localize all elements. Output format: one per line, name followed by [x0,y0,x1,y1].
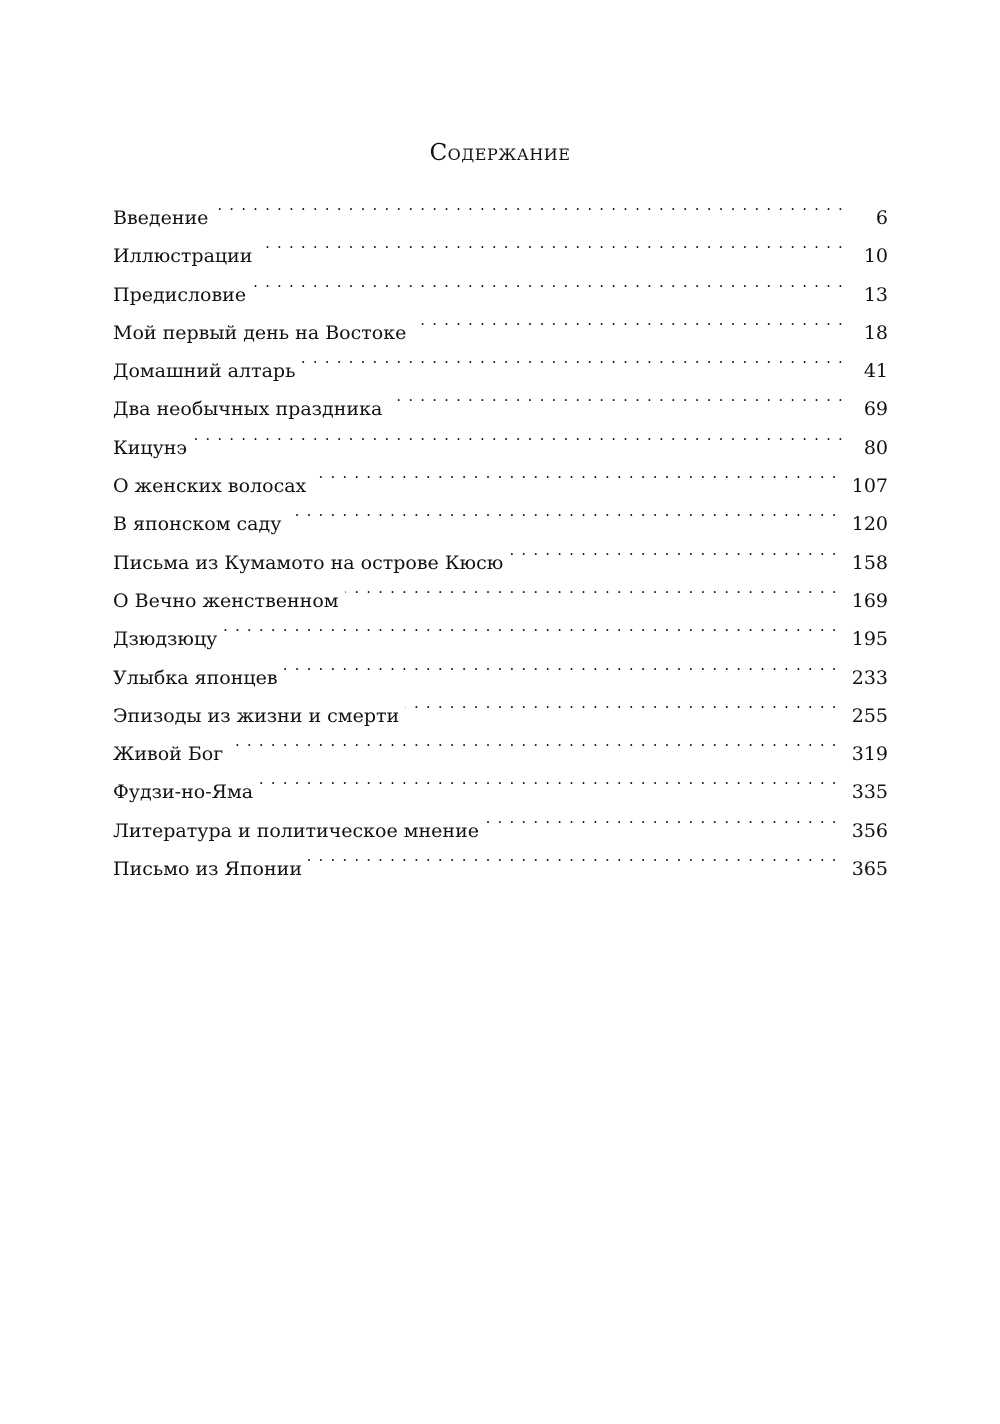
dot-leader [252,263,844,301]
toc-entry-page: 69 [863,398,888,421]
toc-title: Содержание [429,140,571,166]
toc-entry-title: Живой Бог [113,743,224,766]
dot-leader [312,454,837,492]
dot-leader [258,224,844,262]
toc-entry-title: Письмо из Японии [113,858,302,881]
toc-entry-title: Введение [113,207,209,229]
dot-leader [405,684,838,722]
toc-entry-page: 120 [851,513,888,536]
toc-entry[interactable] [113,224,888,268]
toc-entry-page: 10 [863,245,888,268]
toc-entry-page: 255 [851,704,888,727]
dot-leader [485,799,838,837]
toc-entry-page: 18 [863,321,888,344]
toc-entry-title: Дзюдзюцу [113,628,218,651]
dot-leader [388,377,844,415]
toc-entry[interactable] [113,416,888,459]
dot-leader [214,186,844,224]
toc-entry-title: О женских волосах [113,475,307,498]
toc-entry-page: 365 [851,858,888,881]
toc-list [113,186,888,881]
toc-entry-title: Иллюстрации [113,245,253,268]
dot-leader [223,607,837,645]
toc-entry-page: 195 [851,628,888,651]
toc-entry-title: В японском саду [113,513,282,536]
toc-entry-page: 6 [875,207,888,229]
toc-entry-title: Два необычных праздника [113,398,383,421]
toc-entry-page: 107 [851,475,888,498]
toc-entry-page: 335 [851,781,888,804]
dot-leader [308,837,838,875]
toc-entry-title: Эпизоды из жизни и смерти [113,704,400,727]
toc-entry-title: Мой первый день на Востоке [113,321,407,344]
toc-entry-title: Литература и политическое мнение [113,819,480,842]
toc-entry-page: 356 [851,819,888,842]
toc-entry-title: Улыбка японцев [113,666,278,689]
toc-entry-page: 158 [851,551,888,574]
toc-entry[interactable] [113,607,888,651]
dot-leader [345,569,838,607]
toc-entry[interactable] [113,646,888,689]
dot-leader [259,760,838,798]
dot-leader [287,492,837,530]
toc-entry-title: О Вечно женственном [113,589,339,612]
toc-entry-page: 13 [863,283,888,306]
dot-leader [229,722,838,760]
toc-entry-title: Кицунэ [113,436,188,459]
dot-leader [412,301,844,339]
toc-entry-page: 233 [851,666,888,689]
dot-leader [193,416,844,454]
toc-entry-title: Предисловие [113,283,247,306]
toc-entry[interactable] [113,186,888,229]
dot-leader [509,531,837,569]
toc-entry[interactable] [113,454,888,498]
toc-entry-page: 80 [863,436,888,459]
toc-entry-page: 41 [863,360,888,383]
toc-entry-page: 169 [851,589,888,612]
toc-entry[interactable] [113,760,888,804]
dot-leader [284,646,838,684]
toc-entry-title: Фудзи-но-Яма [113,781,254,804]
toc-entry-title: Домашний алтарь [113,360,296,383]
toc-entry[interactable] [113,722,888,766]
toc-entry-page: 319 [851,743,888,766]
toc-entry-title: Письма из Кумамото на острове Кюсю [113,551,504,574]
dot-leader [301,339,844,377]
